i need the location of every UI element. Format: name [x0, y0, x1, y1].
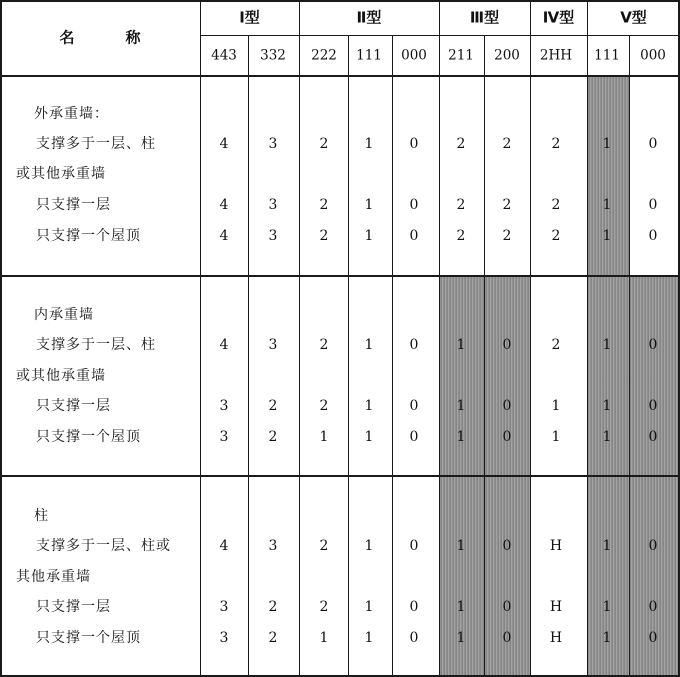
table-cell: 0	[502, 599, 512, 615]
table-cell: 1	[456, 599, 466, 615]
column-line	[484, 35, 485, 677]
table-cell: 1	[364, 337, 374, 353]
type-header: Ⅳ型	[542, 8, 575, 27]
row-label: 支撑多于一层、柱	[36, 337, 156, 353]
table-cell: 0	[409, 136, 419, 152]
table-cell: 2	[502, 228, 512, 244]
table-cell: 0	[409, 398, 419, 414]
code-header: 332	[260, 47, 286, 64]
table-cell: 2	[502, 136, 512, 152]
table-cell: 3	[268, 538, 278, 554]
code-header: 000	[640, 47, 666, 64]
row-label-continued: 或其他承重墙	[16, 368, 106, 384]
table-cell: 0	[502, 429, 512, 445]
table-cell: 0	[502, 398, 512, 414]
code-header: 000	[401, 47, 427, 64]
table-cell: 1	[551, 398, 561, 414]
table-cell: 0	[502, 630, 512, 646]
table-cell: 1	[319, 630, 329, 646]
table-cell: 3	[219, 599, 229, 615]
table-cell: 2	[319, 538, 329, 554]
code-header: 111	[356, 47, 382, 64]
table-cell: 1	[364, 228, 374, 244]
column-line	[200, 0, 201, 677]
table-cell: 1	[602, 599, 612, 615]
table-cell: 1	[602, 630, 612, 646]
table-cell: 2	[268, 630, 278, 646]
table-cell: 1	[456, 538, 466, 554]
table-cell: 4	[219, 136, 229, 152]
table-cell: 2	[319, 228, 329, 244]
left-border	[0, 0, 2, 677]
code-header: 222	[311, 47, 337, 64]
column-line	[348, 35, 349, 677]
table-cell: H	[549, 630, 563, 646]
table-cell: 0	[502, 337, 512, 353]
name-column-header: 名 称	[59, 28, 159, 47]
table-cell: 1	[364, 538, 374, 554]
table-cell: 1	[602, 197, 612, 213]
table-cell: 0	[648, 429, 658, 445]
column-line	[629, 35, 630, 677]
column-line	[530, 0, 531, 677]
table-cell: 0	[409, 538, 419, 554]
table-cell: 0	[648, 228, 658, 244]
table-cell: 2	[319, 398, 329, 414]
type-header: Ⅲ型	[469, 8, 500, 27]
code-header: 2HH	[539, 47, 573, 64]
row-label-continued: 其他承重墙	[16, 569, 91, 585]
section-line-1	[0, 275, 680, 277]
section-title: 柱	[34, 508, 49, 524]
section-line-2	[0, 475, 680, 477]
table-cell: 1	[602, 136, 612, 152]
table-cell: 2	[456, 136, 466, 152]
table-cell: 1	[364, 398, 374, 414]
top-border	[0, 0, 680, 2]
table-cell: 1	[456, 429, 466, 445]
table-cell: 1	[602, 228, 612, 244]
row-label: 只支撑一个屋顶	[36, 429, 141, 445]
table-cell: 0	[502, 538, 512, 554]
header-split-line	[200, 35, 680, 36]
table-cell: 0	[409, 429, 419, 445]
table-cell: 0	[648, 337, 658, 353]
table-cell: 2	[268, 429, 278, 445]
type-header: Ⅱ型	[356, 8, 382, 27]
table-cell: 0	[648, 630, 658, 646]
table-cell: 0	[409, 337, 419, 353]
table-cell: 2	[268, 398, 278, 414]
row-label: 支撑多于一层、柱或	[36, 538, 171, 554]
row-label: 只支撑一层	[36, 398, 111, 414]
table-cell: 0	[409, 599, 419, 615]
table-cell: 2	[456, 228, 466, 244]
table-cell: 2	[502, 197, 512, 213]
column-line	[392, 35, 393, 677]
table-cell: 1	[364, 630, 374, 646]
table-cell: 2	[319, 136, 329, 152]
table-cell: 2	[268, 599, 278, 615]
table-cell: 4	[219, 337, 229, 353]
table-cell: 1	[364, 599, 374, 615]
section-title: 外承重墙：	[34, 106, 109, 122]
table-cell: 0	[648, 398, 658, 414]
code-header: 443	[211, 47, 237, 64]
table-cell: 1	[602, 538, 612, 554]
table-cell: 2	[551, 337, 561, 353]
table-cell: 3	[268, 197, 278, 213]
table-cell: 2	[319, 337, 329, 353]
table-cell: 0	[648, 136, 658, 152]
code-header: 211	[448, 47, 474, 64]
table-cell: 4	[219, 197, 229, 213]
row-label: 只支撑一层	[36, 197, 111, 213]
table-cell: 4	[219, 228, 229, 244]
section-title: 内承重墙	[34, 307, 94, 323]
column-line	[439, 0, 440, 677]
table-cell: H	[549, 538, 563, 554]
table-cell: 1	[364, 136, 374, 152]
type-header: Ⅰ型	[239, 8, 260, 27]
table-cell: 1	[602, 429, 612, 445]
shade-v111-exterior	[587, 76, 629, 276]
column-line	[299, 0, 300, 677]
table-cell: 0	[648, 538, 658, 554]
row-label: 只支撑一个屋顶	[36, 228, 141, 244]
code-header: 200	[494, 47, 520, 64]
table-cell: 1	[602, 337, 612, 353]
table-cell: 1	[319, 429, 329, 445]
table-cell: 3	[219, 429, 229, 445]
table-cell: 3	[219, 398, 229, 414]
table-cell: 2	[319, 197, 329, 213]
table-cell: 0	[648, 197, 658, 213]
row-label: 只支撑一个屋顶	[36, 630, 141, 646]
table-cell: 2	[456, 197, 466, 213]
code-header: 111	[594, 47, 620, 64]
column-line	[587, 0, 588, 677]
table-cell: 3	[268, 136, 278, 152]
table-cell: 3	[268, 337, 278, 353]
table-cell: 1	[551, 429, 561, 445]
table-cell: 3	[268, 228, 278, 244]
table-cell: 1	[456, 337, 466, 353]
table-cell: 1	[456, 630, 466, 646]
table-cell: 1	[364, 197, 374, 213]
table-cell: 1	[602, 398, 612, 414]
table-cell: 4	[219, 538, 229, 554]
table-cell: 2	[551, 197, 561, 213]
table-cell: 2	[551, 136, 561, 152]
row-label-continued: 或其他承重墙	[16, 166, 106, 182]
table-cell: 2	[319, 599, 329, 615]
type-header: Ⅴ型	[620, 8, 647, 27]
header-bottom-line	[0, 75, 680, 77]
table-cell: 0	[409, 630, 419, 646]
table-cell: 0	[648, 599, 658, 615]
table-cell: 2	[551, 228, 561, 244]
table-cell: 1	[456, 398, 466, 414]
table-cell: 0	[409, 228, 419, 244]
table-cell: 1	[364, 429, 374, 445]
table-cell: 0	[409, 197, 419, 213]
table-cell: 3	[219, 630, 229, 646]
table-cell: H	[549, 599, 563, 615]
row-label: 支撑多于一层、柱	[36, 136, 156, 152]
column-line	[248, 35, 249, 677]
row-label: 只支撑一层	[36, 599, 111, 615]
